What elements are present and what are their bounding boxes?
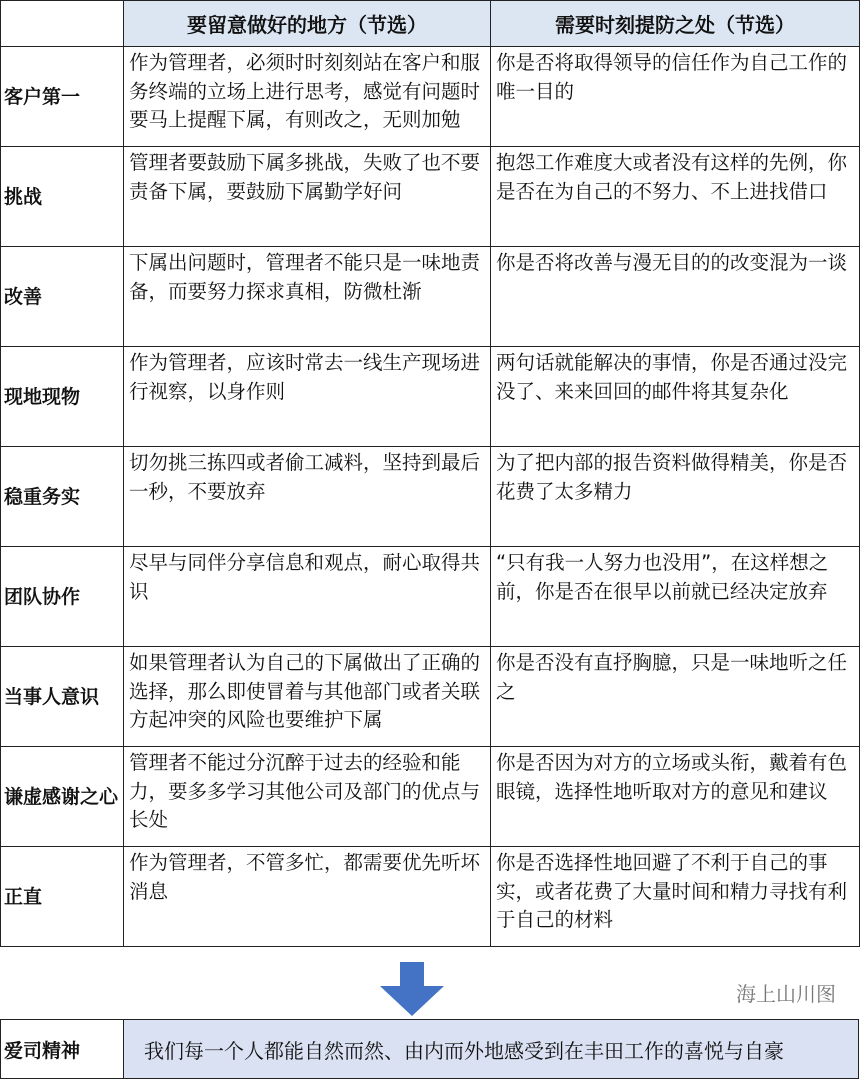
good-text: 管理者不能过分沉醉于过去的经验和能力，要多多学习其他公司及部门的优点与长处 bbox=[129, 751, 481, 831]
beware-text: 你是否没有直抒胸臆，只是一味地听之任之 bbox=[496, 651, 848, 703]
summary-cell bbox=[124, 1020, 858, 1078]
good-text: 如果管理者认为自己的下属做出了正确的选择，那么即使冒着与其他部门或者关联方起冲突的风险也要维护下属 bbox=[129, 651, 481, 731]
table-row bbox=[1, 547, 860, 647]
good-text: 作为管理者，应该时常去一线生产现场进行视察，以身作则 bbox=[129, 351, 481, 403]
row-label: 谦虚感谢之心 bbox=[1, 747, 124, 847]
good-text: 作为管理者，不管多忙，都需要优先听坏消息 bbox=[129, 851, 481, 903]
good-cell bbox=[124, 147, 491, 247]
good-cell bbox=[124, 247, 491, 347]
good-text: 管理者要鼓励下属多挑战，失败了也不要责备下属，要鼓励下属勤学好问 bbox=[129, 151, 481, 203]
table-row bbox=[1, 647, 860, 747]
summary-text: 我们每一个人都能自然而然、由内而外地感受到在丰田工作的喜悦与自豪 bbox=[144, 1038, 784, 1063]
good-cell bbox=[124, 347, 491, 447]
beware-text: 你是否将取得领导的信任作为自己工作的唯一目的 bbox=[496, 51, 848, 103]
row-label: 改善 bbox=[1, 247, 124, 347]
beware-cell bbox=[491, 647, 860, 747]
beware-text: 抱怨工作难度大或者没有这样的先例，你是否在为自己的不努力、不上进找借口 bbox=[496, 151, 848, 203]
row-label: 当事人意识 bbox=[1, 647, 124, 747]
row-label: 现地现物 bbox=[1, 347, 124, 447]
table-row bbox=[1, 47, 860, 147]
header-blank bbox=[1, 1, 124, 47]
summary-row bbox=[0, 1019, 859, 1079]
good-cell bbox=[124, 747, 491, 847]
watermark: 海上山川图 bbox=[736, 982, 836, 1006]
good-text: 作为管理者，必须时时刻刻站在客户和服务终端的立场上进行思考，感觉有问题时要马上提醒下属，有则改之，无则加勉 bbox=[129, 51, 481, 131]
beware-text: 两句话就能解决的事情，你是否通过没完没了、来来回回的邮件将其复杂化 bbox=[496, 351, 848, 403]
row-label: 正直 bbox=[1, 847, 124, 947]
table-row bbox=[1, 847, 860, 947]
beware-text: 你是否因为对方的立场或头衔，戴着有色眼镜，选择性地听取对方的意见和建议 bbox=[496, 751, 848, 803]
beware-cell bbox=[491, 847, 860, 947]
beware-text: 为了把内部的报告资料做得精美，你是否花费了太多精力 bbox=[496, 451, 848, 503]
row-label: 客户第一 bbox=[1, 47, 124, 147]
beware-cell bbox=[491, 247, 860, 347]
beware-cell bbox=[491, 447, 860, 547]
summary-label: 爱司精神 bbox=[1, 1020, 124, 1078]
beware-cell bbox=[491, 347, 860, 447]
beware-text: 你是否选择性地回避了不利于自己的事实，或者花费了大量时间和精力寻找有利于自己的材料 bbox=[496, 851, 848, 931]
beware-cell bbox=[491, 47, 860, 147]
table-row bbox=[1, 747, 860, 847]
good-cell bbox=[124, 447, 491, 547]
row-label: 稳重务实 bbox=[1, 447, 124, 547]
header-beware-points: 需要时刻提防之处（节选） bbox=[491, 1, 860, 47]
good-cell bbox=[124, 847, 491, 947]
beware-cell bbox=[491, 147, 860, 247]
beware-text: “只有我一人努力也没用”，在这样想之前，你是否在很早以前就已经决定放弃 bbox=[496, 551, 829, 603]
good-cell bbox=[124, 47, 491, 147]
good-text: 下属出问题时，管理者不能只是一味地责备，而要努力探求真相，防微杜渐 bbox=[129, 251, 481, 303]
good-cell bbox=[124, 547, 491, 647]
header-good-points: 要留意做好的地方（节选） bbox=[124, 1, 491, 47]
table-row bbox=[1, 347, 860, 447]
row-label: 挑战 bbox=[1, 147, 124, 247]
table-row bbox=[1, 147, 860, 247]
beware-cell bbox=[491, 547, 860, 647]
good-cell bbox=[124, 647, 491, 747]
table-row bbox=[1, 247, 860, 347]
beware-text: 你是否将改善与漫无目的的改变混为一谈 bbox=[496, 251, 848, 274]
beware-cell bbox=[491, 747, 860, 847]
down-arrow-icon bbox=[380, 962, 444, 1016]
good-text: 尽早与同伴分享信息和观点，耐心取得共识 bbox=[129, 551, 481, 603]
table-row bbox=[1, 447, 860, 547]
row-label: 团队协作 bbox=[1, 547, 124, 647]
good-text: 切勿挑三拣四或者偷工减料，坚持到最后一秒，不要放弃 bbox=[129, 451, 481, 503]
table-header-row bbox=[1, 1, 860, 47]
